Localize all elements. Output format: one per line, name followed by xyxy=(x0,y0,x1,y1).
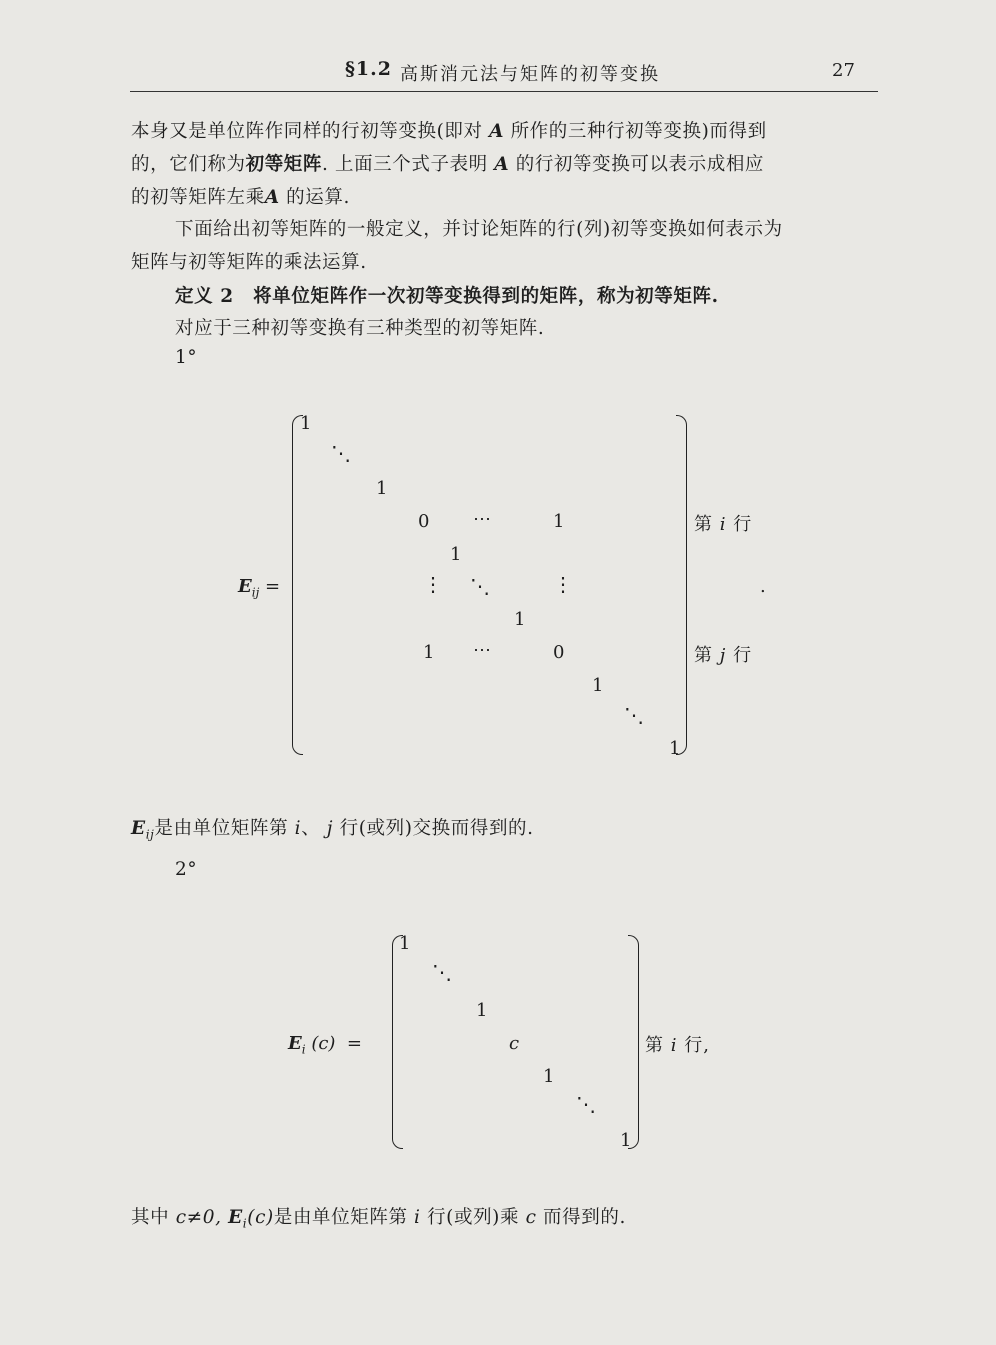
section-title: 高斯消元法与矩阵的初等变换 xyxy=(400,64,660,85)
row-label-i xyxy=(694,510,752,536)
definition-label: 定义 2 xyxy=(175,286,234,307)
matrix-entry-jj: 0 xyxy=(553,642,565,663)
matrix-subscript: ij xyxy=(251,585,260,600)
para2-line1: 下面给出初等矩阵的一般定义，并讨论矩阵的行(列)初等变换如何表示为 xyxy=(175,219,783,240)
matrix-symbol-A: A xyxy=(494,154,510,175)
para1-line1 xyxy=(131,117,767,143)
matrix-entry-ji: 1 xyxy=(423,642,435,663)
matrix-letter: E xyxy=(228,1207,243,1228)
matrix-entry: 1 xyxy=(514,609,526,630)
matrix-symbol-A: A xyxy=(264,187,280,208)
type2-label: 2° xyxy=(175,859,198,880)
matrix-entry: 1 xyxy=(300,413,312,434)
header-rule xyxy=(130,91,878,92)
left-bracket xyxy=(292,415,303,755)
ddots: ⋱ xyxy=(331,441,351,465)
matrix-entry: 1 xyxy=(399,933,411,954)
para1-text: 的初等矩阵左乘 xyxy=(131,187,265,208)
matrix-arg: (c) xyxy=(247,1207,274,1228)
definition xyxy=(175,282,719,308)
condition: c≠0, xyxy=(175,1207,222,1228)
ddots: ⋱ xyxy=(624,703,644,727)
matrix-entry: 1 xyxy=(543,1066,555,1087)
matrix-name-Eij xyxy=(238,576,280,600)
matrix-letter: E xyxy=(238,576,252,597)
left-bracket xyxy=(392,935,403,1149)
ddots: ⋱ xyxy=(470,574,490,598)
para1-text: . 上面三个式子表明 xyxy=(322,154,488,175)
matrix-entry-ii: 0 xyxy=(418,511,430,532)
para1-text: 所作的三种行初等变换)而得到 xyxy=(510,121,767,142)
row-label-text: 行, xyxy=(684,1035,710,1056)
hdots: ⋯ xyxy=(473,640,491,661)
matrix-subscript: i xyxy=(301,1042,306,1057)
var-j: j xyxy=(326,818,334,839)
row-label-text: 第 xyxy=(694,514,713,535)
vdots: ⋮ xyxy=(423,572,443,596)
page-number: 27 xyxy=(832,60,855,81)
note-text: 而得到的. xyxy=(543,1207,626,1228)
matrix-entry-ij: 1 xyxy=(553,511,565,532)
para1-text: 的行初等变换可以表示成相应 xyxy=(515,154,765,175)
ddots: ⋱ xyxy=(432,960,452,984)
ddots: ⋱ xyxy=(576,1092,596,1116)
separator: 、 xyxy=(301,818,321,839)
matrix-letter: E xyxy=(288,1033,302,1054)
matrix-subscript: i xyxy=(242,1216,248,1231)
row-label-var: i xyxy=(719,514,727,535)
section-number: §1.2 xyxy=(345,58,392,80)
row-label-text: 行 xyxy=(733,645,753,666)
para1-line3 xyxy=(131,183,350,209)
row-label-j xyxy=(694,641,752,667)
right-bracket xyxy=(628,935,639,1149)
equals-sign: = xyxy=(346,1033,362,1054)
para1-text: 的，它们称为 xyxy=(131,154,246,175)
matrix-entry: 1 xyxy=(476,1000,488,1021)
matrix-entry-c: c xyxy=(509,1033,520,1054)
type1-note xyxy=(131,814,534,842)
hdots: ⋯ xyxy=(473,509,491,530)
type1-label: 1° xyxy=(175,347,198,368)
matrix-name-Ei-c xyxy=(288,1033,362,1057)
note-text: 其中 xyxy=(131,1207,170,1228)
matrix-letter: E xyxy=(131,818,146,839)
note-text: 是由单位矩阵第 xyxy=(154,818,289,839)
note-text: 是由单位矩阵第 xyxy=(273,1207,408,1228)
matrix-entry: 1 xyxy=(669,738,681,759)
right-bracket xyxy=(676,415,687,755)
types-intro: 对应于三种初等变换有三种类型的初等矩阵. xyxy=(175,318,545,339)
matrix-entry: 1 xyxy=(376,478,388,499)
row-label-i xyxy=(645,1031,710,1057)
row-label-text: 第 xyxy=(694,645,713,666)
para1-line2 xyxy=(131,150,764,176)
row-label-var: i xyxy=(670,1035,678,1056)
matrix-symbol-A: A xyxy=(489,121,505,142)
para1-text: 本身又是单位阵作同样的行初等变换(即对 xyxy=(131,121,483,142)
para1-text: 的运算. xyxy=(286,187,350,208)
var-i: i xyxy=(414,1207,421,1228)
var-c: c xyxy=(525,1207,537,1228)
row-label-text: 行 xyxy=(733,514,753,535)
para2-line2: 矩阵与初等矩阵的乘法运算. xyxy=(131,252,367,273)
trailing-dot: . xyxy=(760,576,766,597)
row-label-var: j xyxy=(719,645,727,666)
type2-note xyxy=(131,1203,626,1231)
matrix-entry: 1 xyxy=(592,675,604,696)
vdots: ⋮ xyxy=(553,572,573,596)
definition-text: 将单位矩阵作一次初等变换得到的矩阵，称为初等矩阵. xyxy=(253,286,719,307)
row-label-text: 第 xyxy=(645,1035,664,1056)
equals-sign: = xyxy=(265,576,281,597)
matrix-arg: (c) xyxy=(311,1033,336,1054)
matrix-entry: 1 xyxy=(620,1130,632,1151)
matrix-entry: 1 xyxy=(450,544,462,565)
var-i: i xyxy=(294,818,302,839)
note-text: 行(或列)乘 xyxy=(427,1207,520,1228)
term-elementary-matrix: 初等矩阵 xyxy=(245,154,323,175)
note-text: 行(或列)交换而得到的. xyxy=(339,818,534,839)
matrix-subscript: ij xyxy=(145,827,155,842)
